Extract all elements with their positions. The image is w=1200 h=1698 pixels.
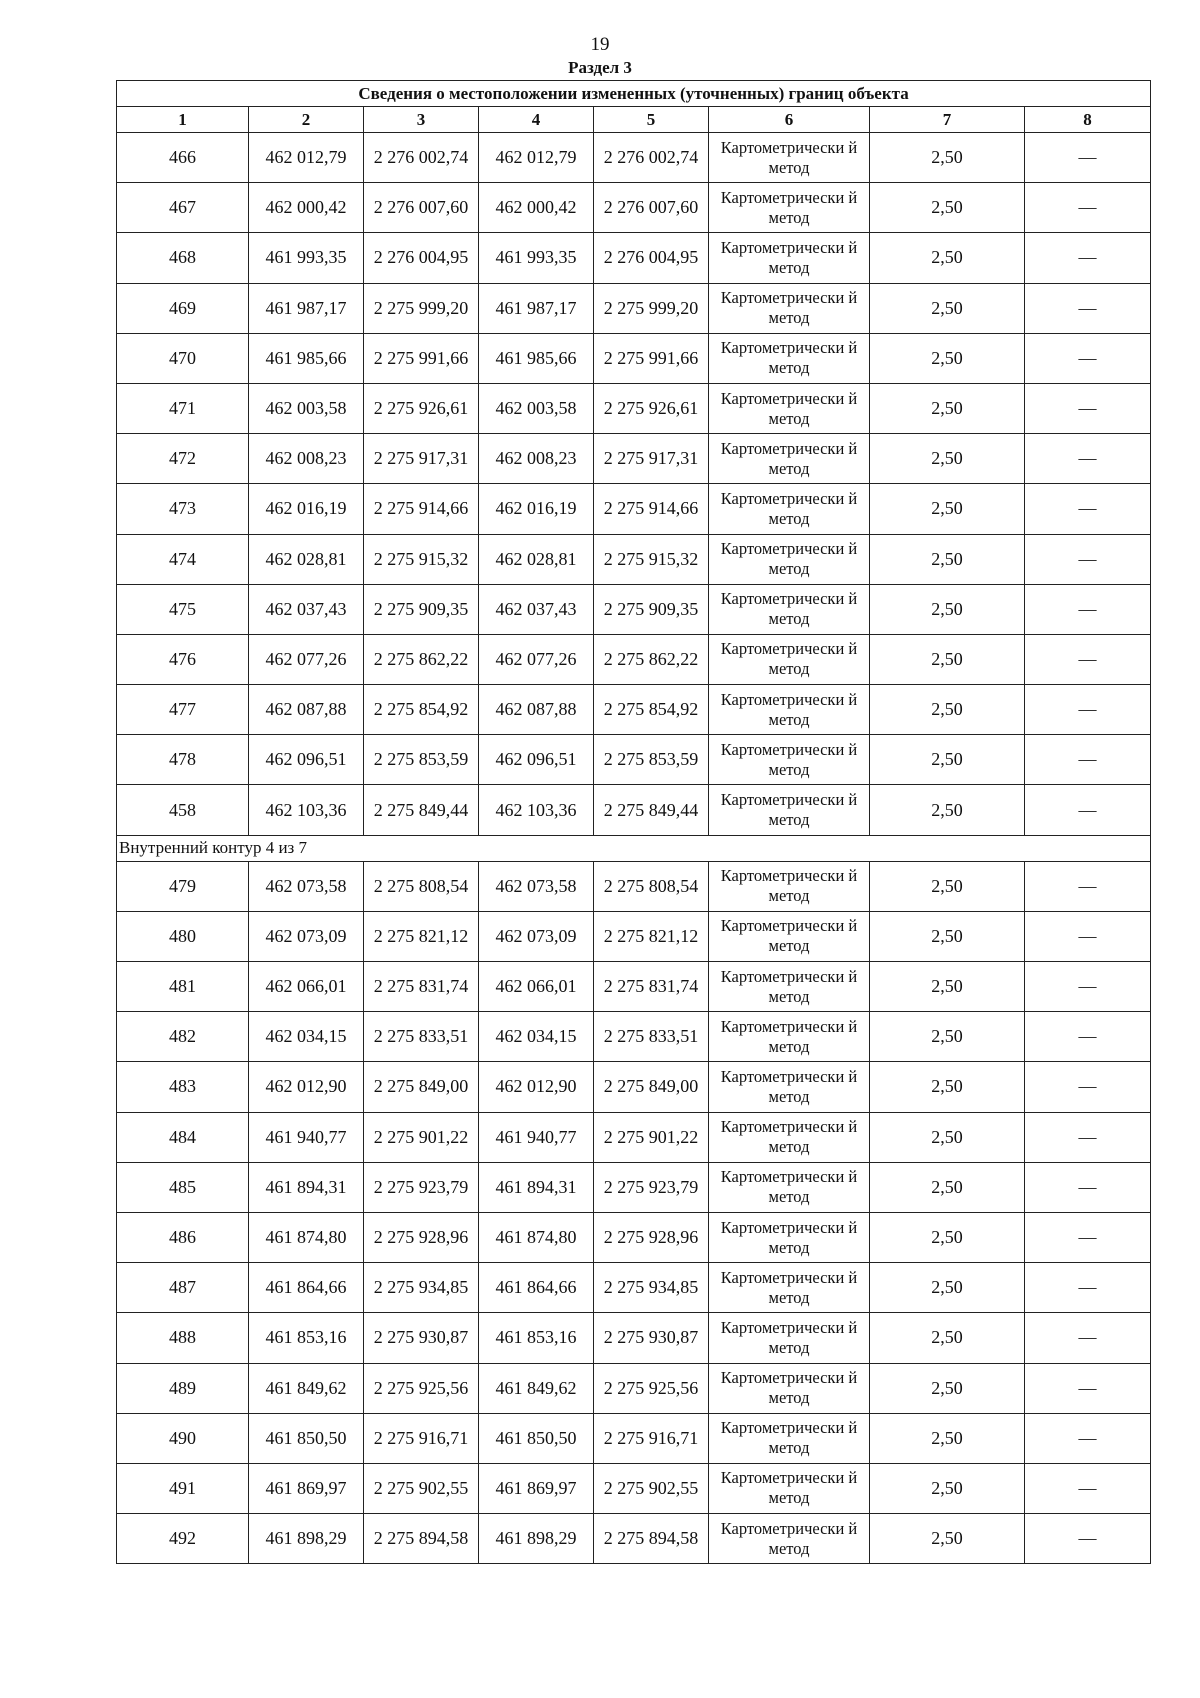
x-new-cell: 461 853,16	[479, 1313, 594, 1363]
x-new-cell: 462 096,51	[479, 735, 594, 785]
table-row	[117, 1162, 1151, 1212]
point-number-cell: 474	[117, 534, 249, 584]
y-old-cell: 2 275 991,66	[364, 333, 479, 383]
x-new-cell: 462 008,23	[479, 434, 594, 484]
x-old-cell: 462 087,88	[249, 685, 364, 735]
y-old-cell: 2 275 925,56	[364, 1363, 479, 1413]
y-old-cell: 2 275 934,85	[364, 1263, 479, 1313]
point-number-cell: 477	[117, 685, 249, 735]
x-new-cell: 461 874,80	[479, 1212, 594, 1262]
table-row	[117, 434, 1151, 484]
note-cell: —	[1025, 1062, 1151, 1112]
table-row	[117, 1413, 1151, 1463]
table-row	[117, 1112, 1151, 1162]
point-number-cell: 469	[117, 283, 249, 333]
x-new-cell: 462 073,58	[479, 861, 594, 911]
precision-cell: 2,50	[870, 584, 1025, 634]
method-cell: Картометрически й метод	[709, 1062, 870, 1112]
y-new-cell: 2 276 007,60	[594, 183, 709, 233]
method-cell: Картометрически й метод	[709, 333, 870, 383]
boundary-table	[116, 80, 1151, 1564]
table-row	[117, 1263, 1151, 1313]
y-old-cell: 2 275 909,35	[364, 584, 479, 634]
x-old-cell: 462 103,36	[249, 785, 364, 835]
y-old-cell: 2 275 930,87	[364, 1313, 479, 1363]
x-new-cell: 462 087,88	[479, 685, 594, 735]
x-new-cell: 462 073,09	[479, 911, 594, 961]
table-row	[117, 785, 1151, 835]
contour-label: Внутренний контур 4 из 7	[117, 835, 1151, 861]
method-cell: Картометрически й метод	[709, 484, 870, 534]
y-new-cell: 2 275 831,74	[594, 962, 709, 1012]
precision-cell: 2,50	[870, 383, 1025, 433]
x-old-cell: 462 077,26	[249, 634, 364, 684]
method-cell: Картометрически й метод	[709, 283, 870, 333]
precision-cell: 2,50	[870, 861, 1025, 911]
table-row	[117, 383, 1151, 433]
precision-cell: 2,50	[870, 283, 1025, 333]
y-new-cell: 2 275 833,51	[594, 1012, 709, 1062]
y-new-cell: 2 275 808,54	[594, 861, 709, 911]
y-old-cell: 2 276 007,60	[364, 183, 479, 233]
y-new-cell: 2 275 999,20	[594, 283, 709, 333]
y-new-cell: 2 275 917,31	[594, 434, 709, 484]
precision-cell: 2,50	[870, 962, 1025, 1012]
method-cell: Картометрически й метод	[709, 685, 870, 735]
method-cell: Картометрически й метод	[709, 233, 870, 283]
precision-cell: 2,50	[870, 434, 1025, 484]
x-old-cell: 461 940,77	[249, 1112, 364, 1162]
note-cell: —	[1025, 1263, 1151, 1313]
x-new-cell: 462 103,36	[479, 785, 594, 835]
column-number-header: 7	[870, 107, 1025, 133]
precision-cell: 2,50	[870, 735, 1025, 785]
x-new-cell: 461 850,50	[479, 1413, 594, 1463]
y-new-cell: 2 275 923,79	[594, 1162, 709, 1212]
x-old-cell: 462 073,58	[249, 861, 364, 911]
y-old-cell: 2 275 833,51	[364, 1012, 479, 1062]
y-old-cell: 2 275 914,66	[364, 484, 479, 534]
table-row	[117, 283, 1151, 333]
point-number-cell: 478	[117, 735, 249, 785]
precision-cell: 2,50	[870, 484, 1025, 534]
y-new-cell: 2 275 901,22	[594, 1112, 709, 1162]
y-new-cell: 2 275 849,44	[594, 785, 709, 835]
precision-cell: 2,50	[870, 634, 1025, 684]
y-new-cell: 2 275 854,92	[594, 685, 709, 735]
precision-cell: 2,50	[870, 1062, 1025, 1112]
note-cell: —	[1025, 962, 1151, 1012]
x-new-cell: 462 034,15	[479, 1012, 594, 1062]
x-new-cell: 461 894,31	[479, 1162, 594, 1212]
x-new-cell: 461 898,29	[479, 1514, 594, 1564]
point-number-cell: 468	[117, 233, 249, 283]
x-new-cell: 461 985,66	[479, 333, 594, 383]
x-old-cell: 462 012,90	[249, 1062, 364, 1112]
precision-cell: 2,50	[870, 1463, 1025, 1513]
x-new-cell: 462 028,81	[479, 534, 594, 584]
method-cell: Картометрически й метод	[709, 785, 870, 835]
method-cell: Картометрически й метод	[709, 534, 870, 584]
precision-cell: 2,50	[870, 1162, 1025, 1212]
x-old-cell: 462 000,42	[249, 183, 364, 233]
table-row	[117, 962, 1151, 1012]
note-cell: —	[1025, 685, 1151, 735]
x-old-cell: 461 874,80	[249, 1212, 364, 1262]
x-new-cell: 461 940,77	[479, 1112, 594, 1162]
column-number-header: 1	[117, 107, 249, 133]
y-new-cell: 2 275 928,96	[594, 1212, 709, 1262]
method-cell: Картометрически й метод	[709, 1112, 870, 1162]
y-old-cell: 2 275 901,22	[364, 1112, 479, 1162]
point-number-cell: 480	[117, 911, 249, 961]
x-old-cell: 462 037,43	[249, 584, 364, 634]
method-cell: Картометрически й метод	[709, 1413, 870, 1463]
method-cell: Картометрически й метод	[709, 1363, 870, 1413]
point-number-cell: 479	[117, 861, 249, 911]
y-old-cell: 2 275 928,96	[364, 1212, 479, 1262]
y-new-cell: 2 275 909,35	[594, 584, 709, 634]
y-old-cell: 2 275 915,32	[364, 534, 479, 584]
precision-cell: 2,50	[870, 1514, 1025, 1564]
y-old-cell: 2 276 002,74	[364, 133, 479, 183]
column-number-header: 3	[364, 107, 479, 133]
x-old-cell: 462 066,01	[249, 962, 364, 1012]
column-number-header: 5	[594, 107, 709, 133]
note-cell: —	[1025, 333, 1151, 383]
table-row	[117, 133, 1151, 183]
note-cell: —	[1025, 785, 1151, 835]
note-cell: —	[1025, 484, 1151, 534]
table-row	[117, 1514, 1151, 1564]
y-old-cell: 2 275 831,74	[364, 962, 479, 1012]
point-number-cell: 476	[117, 634, 249, 684]
note-cell: —	[1025, 1413, 1151, 1463]
note-cell: —	[1025, 534, 1151, 584]
x-old-cell: 462 016,19	[249, 484, 364, 534]
x-old-cell: 461 864,66	[249, 1263, 364, 1313]
precision-cell: 2,50	[870, 133, 1025, 183]
x-old-cell: 461 898,29	[249, 1514, 364, 1564]
note-cell: —	[1025, 283, 1151, 333]
y-old-cell: 2 275 923,79	[364, 1162, 479, 1212]
precision-cell: 2,50	[870, 1313, 1025, 1363]
precision-cell: 2,50	[870, 911, 1025, 961]
table-row	[117, 183, 1151, 233]
y-old-cell: 2 275 854,92	[364, 685, 479, 735]
x-old-cell: 462 003,58	[249, 383, 364, 433]
x-new-cell: 462 077,26	[479, 634, 594, 684]
point-number-cell: 492	[117, 1514, 249, 1564]
note-cell: —	[1025, 1463, 1151, 1513]
table-row	[117, 233, 1151, 283]
y-new-cell: 2 275 926,61	[594, 383, 709, 433]
x-old-cell: 462 012,79	[249, 133, 364, 183]
method-cell: Картометрически й метод	[709, 861, 870, 911]
point-number-cell: 472	[117, 434, 249, 484]
table-row	[117, 685, 1151, 735]
note-cell: —	[1025, 634, 1151, 684]
point-number-cell: 485	[117, 1162, 249, 1212]
precision-cell: 2,50	[870, 1212, 1025, 1262]
column-number-header: 6	[709, 107, 870, 133]
point-number-cell: 484	[117, 1112, 249, 1162]
y-old-cell: 2 275 894,58	[364, 1514, 479, 1564]
x-new-cell: 462 066,01	[479, 962, 594, 1012]
method-cell: Картометрически й метод	[709, 1514, 870, 1564]
point-number-cell: 481	[117, 962, 249, 1012]
x-new-cell: 462 037,43	[479, 584, 594, 634]
note-cell: —	[1025, 383, 1151, 433]
page-number: 19	[590, 34, 610, 55]
y-new-cell: 2 276 002,74	[594, 133, 709, 183]
method-cell: Картометрически й метод	[709, 1162, 870, 1212]
precision-cell: 2,50	[870, 1263, 1025, 1313]
column-number-header: 4	[479, 107, 594, 133]
column-number-header: 8	[1025, 107, 1151, 133]
y-new-cell: 2 275 991,66	[594, 333, 709, 383]
y-old-cell: 2 275 902,55	[364, 1463, 479, 1513]
x-new-cell: 462 016,19	[479, 484, 594, 534]
note-cell: —	[1025, 1162, 1151, 1212]
point-number-cell: 473	[117, 484, 249, 534]
y-new-cell: 2 275 914,66	[594, 484, 709, 534]
table-row	[117, 1012, 1151, 1062]
note-cell: —	[1025, 1112, 1151, 1162]
table-row	[117, 1212, 1151, 1262]
x-old-cell: 462 096,51	[249, 735, 364, 785]
note-cell: —	[1025, 1012, 1151, 1062]
x-new-cell: 461 849,62	[479, 1363, 594, 1413]
note-cell: —	[1025, 1514, 1151, 1564]
note-cell: —	[1025, 434, 1151, 484]
y-new-cell: 2 275 902,55	[594, 1463, 709, 1513]
point-number-cell: 487	[117, 1263, 249, 1313]
precision-cell: 2,50	[870, 1112, 1025, 1162]
table-row	[117, 1313, 1151, 1363]
table-row	[117, 735, 1151, 785]
point-number-cell: 470	[117, 333, 249, 383]
precision-cell: 2,50	[870, 1012, 1025, 1062]
x-new-cell: 462 003,58	[479, 383, 594, 433]
note-cell: —	[1025, 735, 1151, 785]
note-cell: —	[1025, 1212, 1151, 1262]
y-old-cell: 2 275 917,31	[364, 434, 479, 484]
x-old-cell: 461 849,62	[249, 1363, 364, 1413]
table-row	[117, 861, 1151, 911]
x-old-cell: 462 008,23	[249, 434, 364, 484]
y-new-cell: 2 275 894,58	[594, 1514, 709, 1564]
method-cell: Картометрически й метод	[709, 383, 870, 433]
point-number-cell: 483	[117, 1062, 249, 1112]
contour-row	[117, 835, 1151, 861]
x-old-cell: 461 894,31	[249, 1162, 364, 1212]
y-new-cell: 2 275 862,22	[594, 634, 709, 684]
table-row	[117, 1062, 1151, 1112]
x-old-cell: 461 987,17	[249, 283, 364, 333]
method-cell: Картометрически й метод	[709, 962, 870, 1012]
note-cell: —	[1025, 1313, 1151, 1363]
y-old-cell: 2 275 853,59	[364, 735, 479, 785]
point-number-cell: 471	[117, 383, 249, 433]
precision-cell: 2,50	[870, 534, 1025, 584]
y-old-cell: 2 275 849,00	[364, 1062, 479, 1112]
method-cell: Картометрически й метод	[709, 133, 870, 183]
y-new-cell: 2 275 916,71	[594, 1413, 709, 1463]
note-cell: —	[1025, 233, 1151, 283]
point-number-cell: 466	[117, 133, 249, 183]
x-old-cell: 461 853,16	[249, 1313, 364, 1363]
section-title: Раздел 3	[568, 58, 632, 77]
x-old-cell: 461 850,50	[249, 1413, 364, 1463]
point-number-cell: 486	[117, 1212, 249, 1262]
table-row	[117, 1463, 1151, 1513]
method-cell: Картометрически й метод	[709, 1463, 870, 1513]
method-cell: Картометрически й метод	[709, 1263, 870, 1313]
x-new-cell: 461 869,97	[479, 1463, 594, 1513]
x-old-cell: 461 985,66	[249, 333, 364, 383]
method-cell: Картометрически й метод	[709, 1012, 870, 1062]
method-cell: Картометрически й метод	[709, 1212, 870, 1262]
table-row	[117, 1363, 1151, 1413]
table-row	[117, 484, 1151, 534]
y-old-cell: 2 275 849,44	[364, 785, 479, 835]
table-row	[117, 634, 1151, 684]
precision-cell: 2,50	[870, 183, 1025, 233]
x-new-cell: 462 012,79	[479, 133, 594, 183]
x-old-cell: 461 993,35	[249, 233, 364, 283]
y-new-cell: 2 275 934,85	[594, 1263, 709, 1313]
precision-cell: 2,50	[870, 785, 1025, 835]
y-new-cell: 2 275 821,12	[594, 911, 709, 961]
method-cell: Картометрически й метод	[709, 1313, 870, 1363]
note-cell: —	[1025, 133, 1151, 183]
table-row	[117, 534, 1151, 584]
y-old-cell: 2 275 926,61	[364, 383, 479, 433]
y-new-cell: 2 276 004,95	[594, 233, 709, 283]
x-new-cell: 461 864,66	[479, 1263, 594, 1313]
method-cell: Картометрически й метод	[709, 735, 870, 785]
note-cell: —	[1025, 1363, 1151, 1413]
x-new-cell: 461 993,35	[479, 233, 594, 283]
table-row	[117, 911, 1151, 961]
note-cell: —	[1025, 183, 1151, 233]
y-old-cell: 2 275 862,22	[364, 634, 479, 684]
note-cell: —	[1025, 861, 1151, 911]
y-old-cell: 2 276 004,95	[364, 233, 479, 283]
point-number-cell: 482	[117, 1012, 249, 1062]
method-cell: Картометрически й метод	[709, 434, 870, 484]
point-number-cell: 458	[117, 785, 249, 835]
point-number-cell: 490	[117, 1413, 249, 1463]
precision-cell: 2,50	[870, 333, 1025, 383]
x-old-cell: 462 028,81	[249, 534, 364, 584]
y-new-cell: 2 275 853,59	[594, 735, 709, 785]
point-number-cell: 467	[117, 183, 249, 233]
x-old-cell: 461 869,97	[249, 1463, 364, 1513]
y-old-cell: 2 275 916,71	[364, 1413, 479, 1463]
note-cell: —	[1025, 584, 1151, 634]
point-number-cell: 491	[117, 1463, 249, 1513]
x-old-cell: 462 034,15	[249, 1012, 364, 1062]
method-cell: Картометрически й метод	[709, 584, 870, 634]
column-number-header: 2	[249, 107, 364, 133]
point-number-cell: 475	[117, 584, 249, 634]
table-row	[117, 584, 1151, 634]
table-caption: Сведения о местоположении измененных (уточненных) границ объекта	[117, 81, 1151, 107]
x-new-cell: 462 012,90	[479, 1062, 594, 1112]
method-cell: Картометрически й метод	[709, 634, 870, 684]
precision-cell: 2,50	[870, 685, 1025, 735]
table-row	[117, 333, 1151, 383]
y-old-cell: 2 275 821,12	[364, 911, 479, 961]
x-new-cell: 461 987,17	[479, 283, 594, 333]
y-new-cell: 2 275 915,32	[594, 534, 709, 584]
method-cell: Картометрически й метод	[709, 911, 870, 961]
x-new-cell: 462 000,42	[479, 183, 594, 233]
method-cell: Картометрически й метод	[709, 183, 870, 233]
y-new-cell: 2 275 849,00	[594, 1062, 709, 1112]
precision-cell: 2,50	[870, 233, 1025, 283]
precision-cell: 2,50	[870, 1413, 1025, 1463]
point-number-cell: 488	[117, 1313, 249, 1363]
point-number-cell: 489	[117, 1363, 249, 1413]
y-old-cell: 2 275 808,54	[364, 861, 479, 911]
note-cell: —	[1025, 911, 1151, 961]
precision-cell: 2,50	[870, 1363, 1025, 1413]
y-new-cell: 2 275 930,87	[594, 1313, 709, 1363]
x-old-cell: 462 073,09	[249, 911, 364, 961]
y-new-cell: 2 275 925,56	[594, 1363, 709, 1413]
y-old-cell: 2 275 999,20	[364, 283, 479, 333]
